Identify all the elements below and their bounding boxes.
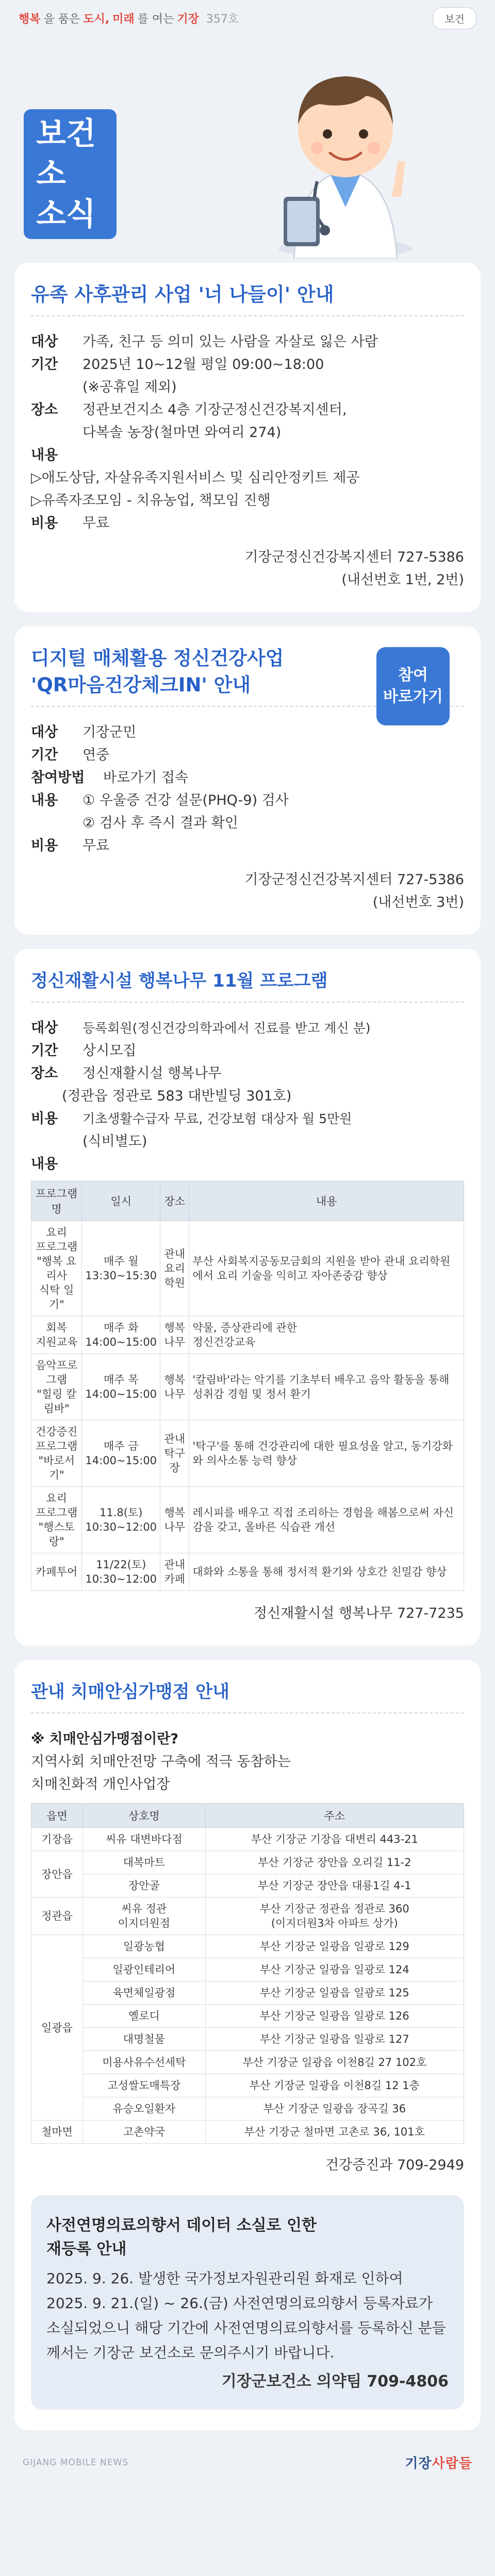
rehab-target-row (31, 1017, 464, 1040)
value: 무료 (82, 838, 110, 854)
table-row (31, 1487, 464, 1553)
doctor-illustration (263, 42, 428, 259)
area-cell: 일광읍 (31, 1935, 83, 2121)
table-cell: 관내 탁구장 (160, 1420, 189, 1487)
hero-title-line1: 보건소 (36, 116, 96, 192)
participate-line1: 참여 (398, 666, 428, 684)
footer-left: GIJANG MOBILE NEWS (23, 2457, 129, 2468)
section-tag: 보건 (433, 7, 476, 29)
table-header: 장소 (160, 1181, 189, 1221)
slogan-gijang: 기장 (177, 12, 199, 26)
table-cell: 부산 기장군 일광읍 이천8길 27 102호 (205, 2051, 464, 2074)
label: 기간 (31, 1043, 58, 1059)
table-header: 일시 (82, 1181, 160, 1221)
digital-checkin-card (14, 626, 481, 935)
table-cell: 부산 기장군 일광읍 일광로 125 (205, 1981, 464, 2005)
slogan (19, 10, 239, 26)
label: 기간 (31, 747, 58, 763)
grief-place-row (31, 399, 464, 421)
label: 비용 (31, 1111, 58, 1127)
digital-content2: ② 검사 후 즉시 결과 확인 (82, 815, 238, 831)
value: 연중 (82, 747, 110, 763)
table-cell: '탁구'를 통해 건강관리에 대한 필요성을 알고, 동기강화와 의사소통 능력 향상 (189, 1420, 464, 1487)
table-header: 프로그램명 (31, 1181, 82, 1221)
table-cell: 부산 사회복지공동모금회의 지원을 받아 관내 요리학원에서 요리 기술을 익히고 자아존중감 향상 (189, 1221, 464, 1316)
label: 장소 (31, 1065, 58, 1081)
issue-number: 357호 (206, 12, 239, 26)
value: 기장군민 (82, 724, 137, 740)
logo-part-a: 기장 (405, 2456, 432, 2471)
label: 기간 (31, 357, 58, 372)
table-cell: 행복 나무 (160, 1316, 189, 1354)
table-cell: 고성쌀도매특장 (83, 2074, 206, 2097)
area-cell: 장안읍 (31, 1851, 83, 1897)
table-cell: 음악프로그램 "힐링 칼림바" (31, 1354, 82, 1420)
slogan-city: 도시, (83, 12, 110, 26)
grief-target-row (31, 331, 464, 353)
table-row (31, 1897, 464, 1935)
area-cell: 기장읍 (31, 1828, 83, 1851)
dementia-desc1: 지역사회 치매안전망 구축에 적극 동참하는 (31, 1754, 291, 1770)
table-cell: 11.8(토) 10:30~12:00 (82, 1487, 160, 1553)
table-cell: 행복 나무 (160, 1354, 189, 1420)
dementia-desc2: 치매친화적 개인사업장 (31, 1776, 170, 1792)
participate-shortcut-button[interactable] (376, 647, 450, 725)
divider (31, 1002, 464, 1003)
digital-contact2: (내선번호 3번) (372, 894, 464, 910)
digital-period-row (31, 744, 464, 767)
table-cell: 부산 기장군 철마면 고촌로 36, 101호 (205, 2121, 464, 2144)
table-cell: 11/22(토) 10:30~12:00 (82, 1553, 160, 1591)
table-row (31, 1851, 464, 1874)
table-cell: 부산 기장군 장안읍 대룡1길 4-1 (205, 1874, 464, 1897)
table-cell: 부산 기장군 일광읍 이천8길 12 1층 (205, 2074, 464, 2097)
divider (31, 1713, 464, 1714)
grief-content1: ▷애도상담, 자살유족지원서비스 및 심리안정키트 제공 (31, 470, 360, 486)
table-row (31, 2028, 464, 2051)
table-header: 주소 (205, 1804, 464, 1828)
table-cell: 유승오일환자 (83, 2097, 206, 2121)
table-cell: 건강증진 프로그램 "바로서기" (31, 1420, 82, 1487)
label: 비용 (31, 515, 58, 531)
notice-body: 2025. 9. 26. 발생한 국가정보자원관리원 화재로 인하여 2025. 9. 21.(일) ~ 26.(금) 사전연명의료의향서 등록자료가 소실되었으니 해당 기간에 사전연명의료의향서를 등록하신 분들께서는 기장군 보건소로 문의주시기 바랍니다. (46, 2270, 446, 2361)
dementia-store-table (31, 1803, 464, 2144)
table-cell: 씨유 정관 이지더원점 (83, 1897, 206, 1935)
table-row (31, 1420, 464, 1487)
table-cell: 관내 카페 (160, 1553, 189, 1591)
value: 2025년 10~12월 평일 09:00~18:00 (82, 357, 324, 372)
notice-title-line2: 재등록 안내 (46, 2240, 127, 2258)
table-row (31, 1221, 464, 1316)
slogan-text2: 를 여는 (137, 12, 174, 26)
participate-line2: 바로가기 (383, 688, 443, 706)
area-cell: 철마면 (31, 2121, 83, 2144)
table-cell: 고촌약국 (83, 2121, 206, 2144)
value: 등록회원(정신건강의학과에서 진료를 받고 계신 분) (82, 1021, 371, 1036)
label: 대상 (31, 724, 58, 740)
dementia-title: 관내 치매안심가맹점 안내 (31, 1682, 229, 1702)
table-cell: 매주 월 13:30~15:30 (82, 1221, 160, 1316)
digital-contact: 기장군정신건강복지센터 727-5386 (244, 872, 464, 888)
table-cell: 부산 기장군 일광읍 일광로 127 (205, 2028, 464, 2051)
table-cell: 부산 기장군 정관읍 정관로 360 (이지더원3차 아파트 상가) (205, 1897, 464, 1935)
value: 정신재활시설 행복나무 (82, 1065, 222, 1081)
table-cell: 부산 기장군 일광읍 일광로 126 (205, 2005, 464, 2028)
grief-care-title: 유족 사후관리 사업 '너 나들이' 안내 (31, 283, 334, 306)
table-cell: 요리 프로그램 "행복 요리사 식탁 일기" (31, 1221, 82, 1316)
table-body (31, 1828, 464, 2144)
table-row (31, 1874, 464, 1897)
value: 정관보건지소 4층 기장군정신건강복지센터, (82, 402, 347, 418)
digital-method-row (31, 767, 464, 789)
table-header: 읍면 (31, 1804, 83, 1828)
grief-contact: 기장군정신건강복지센터 727-5386 (244, 549, 464, 565)
table-header-row (31, 1804, 464, 1828)
dementia-contact: 건강증진과 709-2949 (325, 2157, 464, 2173)
table-cell: '칼림바'라는 악기를 기초부터 배우고 음악 활동을 통해 성취감 경험 및 정서 환기 (189, 1354, 464, 1420)
divider (31, 315, 464, 316)
table-cell: 부산 기장군 장안읍 오리길 11-2 (205, 1851, 464, 1874)
table-header: 내용 (189, 1181, 464, 1221)
table-cell: 회복 지원교육 (31, 1316, 82, 1354)
table-cell: 부산 기장군 기장읍 대변리 443-21 (205, 1828, 464, 1851)
table-cell: 부산 기장군 일광읍 일광로 129 (205, 1935, 464, 1958)
table-cell: 씨유 대변바다점 (83, 1828, 206, 1851)
grief-content-label: 내용 (31, 447, 58, 463)
footer (0, 2445, 495, 2472)
notice-contact: 기장군보건소 의약팀 709-4806 (221, 2372, 449, 2391)
table-row (31, 1981, 464, 2005)
table-row (31, 2121, 464, 2144)
digital-content-row (31, 789, 464, 812)
table-row (31, 1316, 464, 1354)
table-row (31, 2051, 464, 2074)
grief-period-note: (※공휴일 제외) (82, 379, 177, 395)
rehab-cost-row (31, 1108, 464, 1130)
logo-part-b: 사람들 (432, 2456, 472, 2471)
table-header-row (31, 1181, 464, 1221)
rehab-content-label: 내용 (31, 1156, 58, 1172)
table-cell: 부산 기장군 일광읍 일광로 124 (205, 1958, 464, 1981)
rehab-cost2: (식비별도) (82, 1133, 147, 1149)
table-row (31, 2074, 464, 2097)
table-row (31, 1354, 464, 1420)
table-cell: 육면체일광점 (83, 1981, 206, 2005)
value: 무료 (82, 515, 110, 531)
table-cell: 일광농협 (83, 1935, 206, 1958)
label: 참여방법 (31, 770, 85, 786)
advance-directive-notice (31, 2195, 464, 2410)
digital-title-line2: 'QR마음건강체크IN' 안내 (31, 674, 251, 696)
table-row (31, 1553, 464, 1591)
top-bar (0, 0, 495, 36)
table-cell: 관내 요리 학원 (160, 1221, 189, 1316)
slogan-future: 미래 (112, 12, 135, 26)
slogan-text: 을 품은 (43, 12, 80, 26)
digital-cost-row (31, 835, 464, 857)
grief-contact2: (내선번호 1번, 2번) (341, 572, 464, 588)
value: ① 우울증 건강 설문(PHQ-9) 검사 (82, 792, 289, 808)
table-cell: 부산 기장군 일광읍 장곡길 36 (205, 2097, 464, 2121)
grief-period-row (31, 353, 464, 376)
value: 바로가기 접속 (103, 770, 189, 786)
table-row (31, 2097, 464, 2121)
table-row (31, 2005, 464, 2028)
dementia-question: ※ 치매안심가맹점이란? (31, 1731, 179, 1747)
table-cell: 미용사유수선세탁 (83, 2051, 206, 2074)
rehab-title: 정신재활시설 행복나무 11월 프로그램 (31, 971, 328, 991)
rehab-place2: (정관읍 정관로 583 대반빌딩 301호) (62, 1088, 292, 1104)
value: 상시모집 (82, 1043, 137, 1059)
grief-cost-row (31, 512, 464, 535)
table-cell: 장안골 (83, 1874, 206, 1897)
table-cell: 레시피를 배우고 직접 조리하는 경험을 해봄으로써 자신감을 갖고, 올바른 식습관 개선 (189, 1487, 464, 1553)
grief-content2: ▷유족자조모임 - 치유농업, 책모임 진행 (31, 493, 271, 509)
grief-care-card (14, 263, 481, 612)
dementia-store-card (14, 1660, 481, 2430)
value: 가족, 친구 등 의미 있는 사람을 자살로 잃은 사람 (82, 334, 378, 350)
hero (0, 36, 495, 263)
rehab-place-row (31, 1062, 464, 1085)
slogan-happy: 행복 (19, 12, 41, 26)
table-cell: 대명철물 (83, 2028, 206, 2051)
table-cell: 행복 나무 (160, 1487, 189, 1553)
table-cell: 매주 금 14:00~15:00 (82, 1420, 160, 1487)
table-cell: 일광인테리어 (83, 1958, 206, 1981)
table-cell: 카페투어 (31, 1553, 82, 1591)
table-row (31, 1935, 464, 1958)
table-cell: 대복마트 (83, 1851, 206, 1874)
table-cell: 요리 프로그램 "행스토랑" (31, 1487, 82, 1553)
rehab-period-row (31, 1040, 464, 1062)
table-cell: 매주 목 14:00~15:00 (82, 1354, 160, 1420)
notice-title-line1: 사전연명의료의향서 데이터 소실로 인한 (46, 2216, 317, 2234)
label: 대상 (31, 1020, 58, 1036)
grief-place2: 다복솔 농장(철마면 와여리 274) (82, 425, 282, 440)
table-cell: 매주 화 14:00~15:00 (82, 1316, 160, 1354)
table-cell: 대화와 소통을 통해 정서적 환기와 상호간 친밀감 향상 (189, 1553, 464, 1591)
label: 대상 (31, 334, 58, 350)
label: 내용 (31, 792, 58, 808)
table-row (31, 1828, 464, 1851)
label: 비용 (31, 838, 58, 854)
table-row (31, 1958, 464, 1981)
footer-logo (405, 2453, 472, 2472)
hero-title (24, 109, 117, 239)
rehab-program-card (14, 949, 481, 1646)
table-cell: 옐로디 (83, 2005, 206, 2028)
area-cell: 정관읍 (31, 1897, 83, 1935)
table-header: 상호명 (83, 1804, 206, 1828)
digital-title-line1: 디지털 매체활용 정신건강사업 (31, 647, 284, 669)
rehab-contact: 정신재활시설 행복나무 727-7235 (254, 1605, 464, 1621)
label: 장소 (31, 402, 58, 418)
table-body (31, 1221, 464, 1591)
hero-title-line2: 소식 (36, 196, 96, 232)
value: 기초생활수급자 무료, 건강보험 대상자 월 5만원 (82, 1111, 352, 1126)
rehab-program-table (31, 1181, 464, 1591)
table-cell: 약물, 증상관리에 관한 정신건강교육 (189, 1316, 464, 1354)
